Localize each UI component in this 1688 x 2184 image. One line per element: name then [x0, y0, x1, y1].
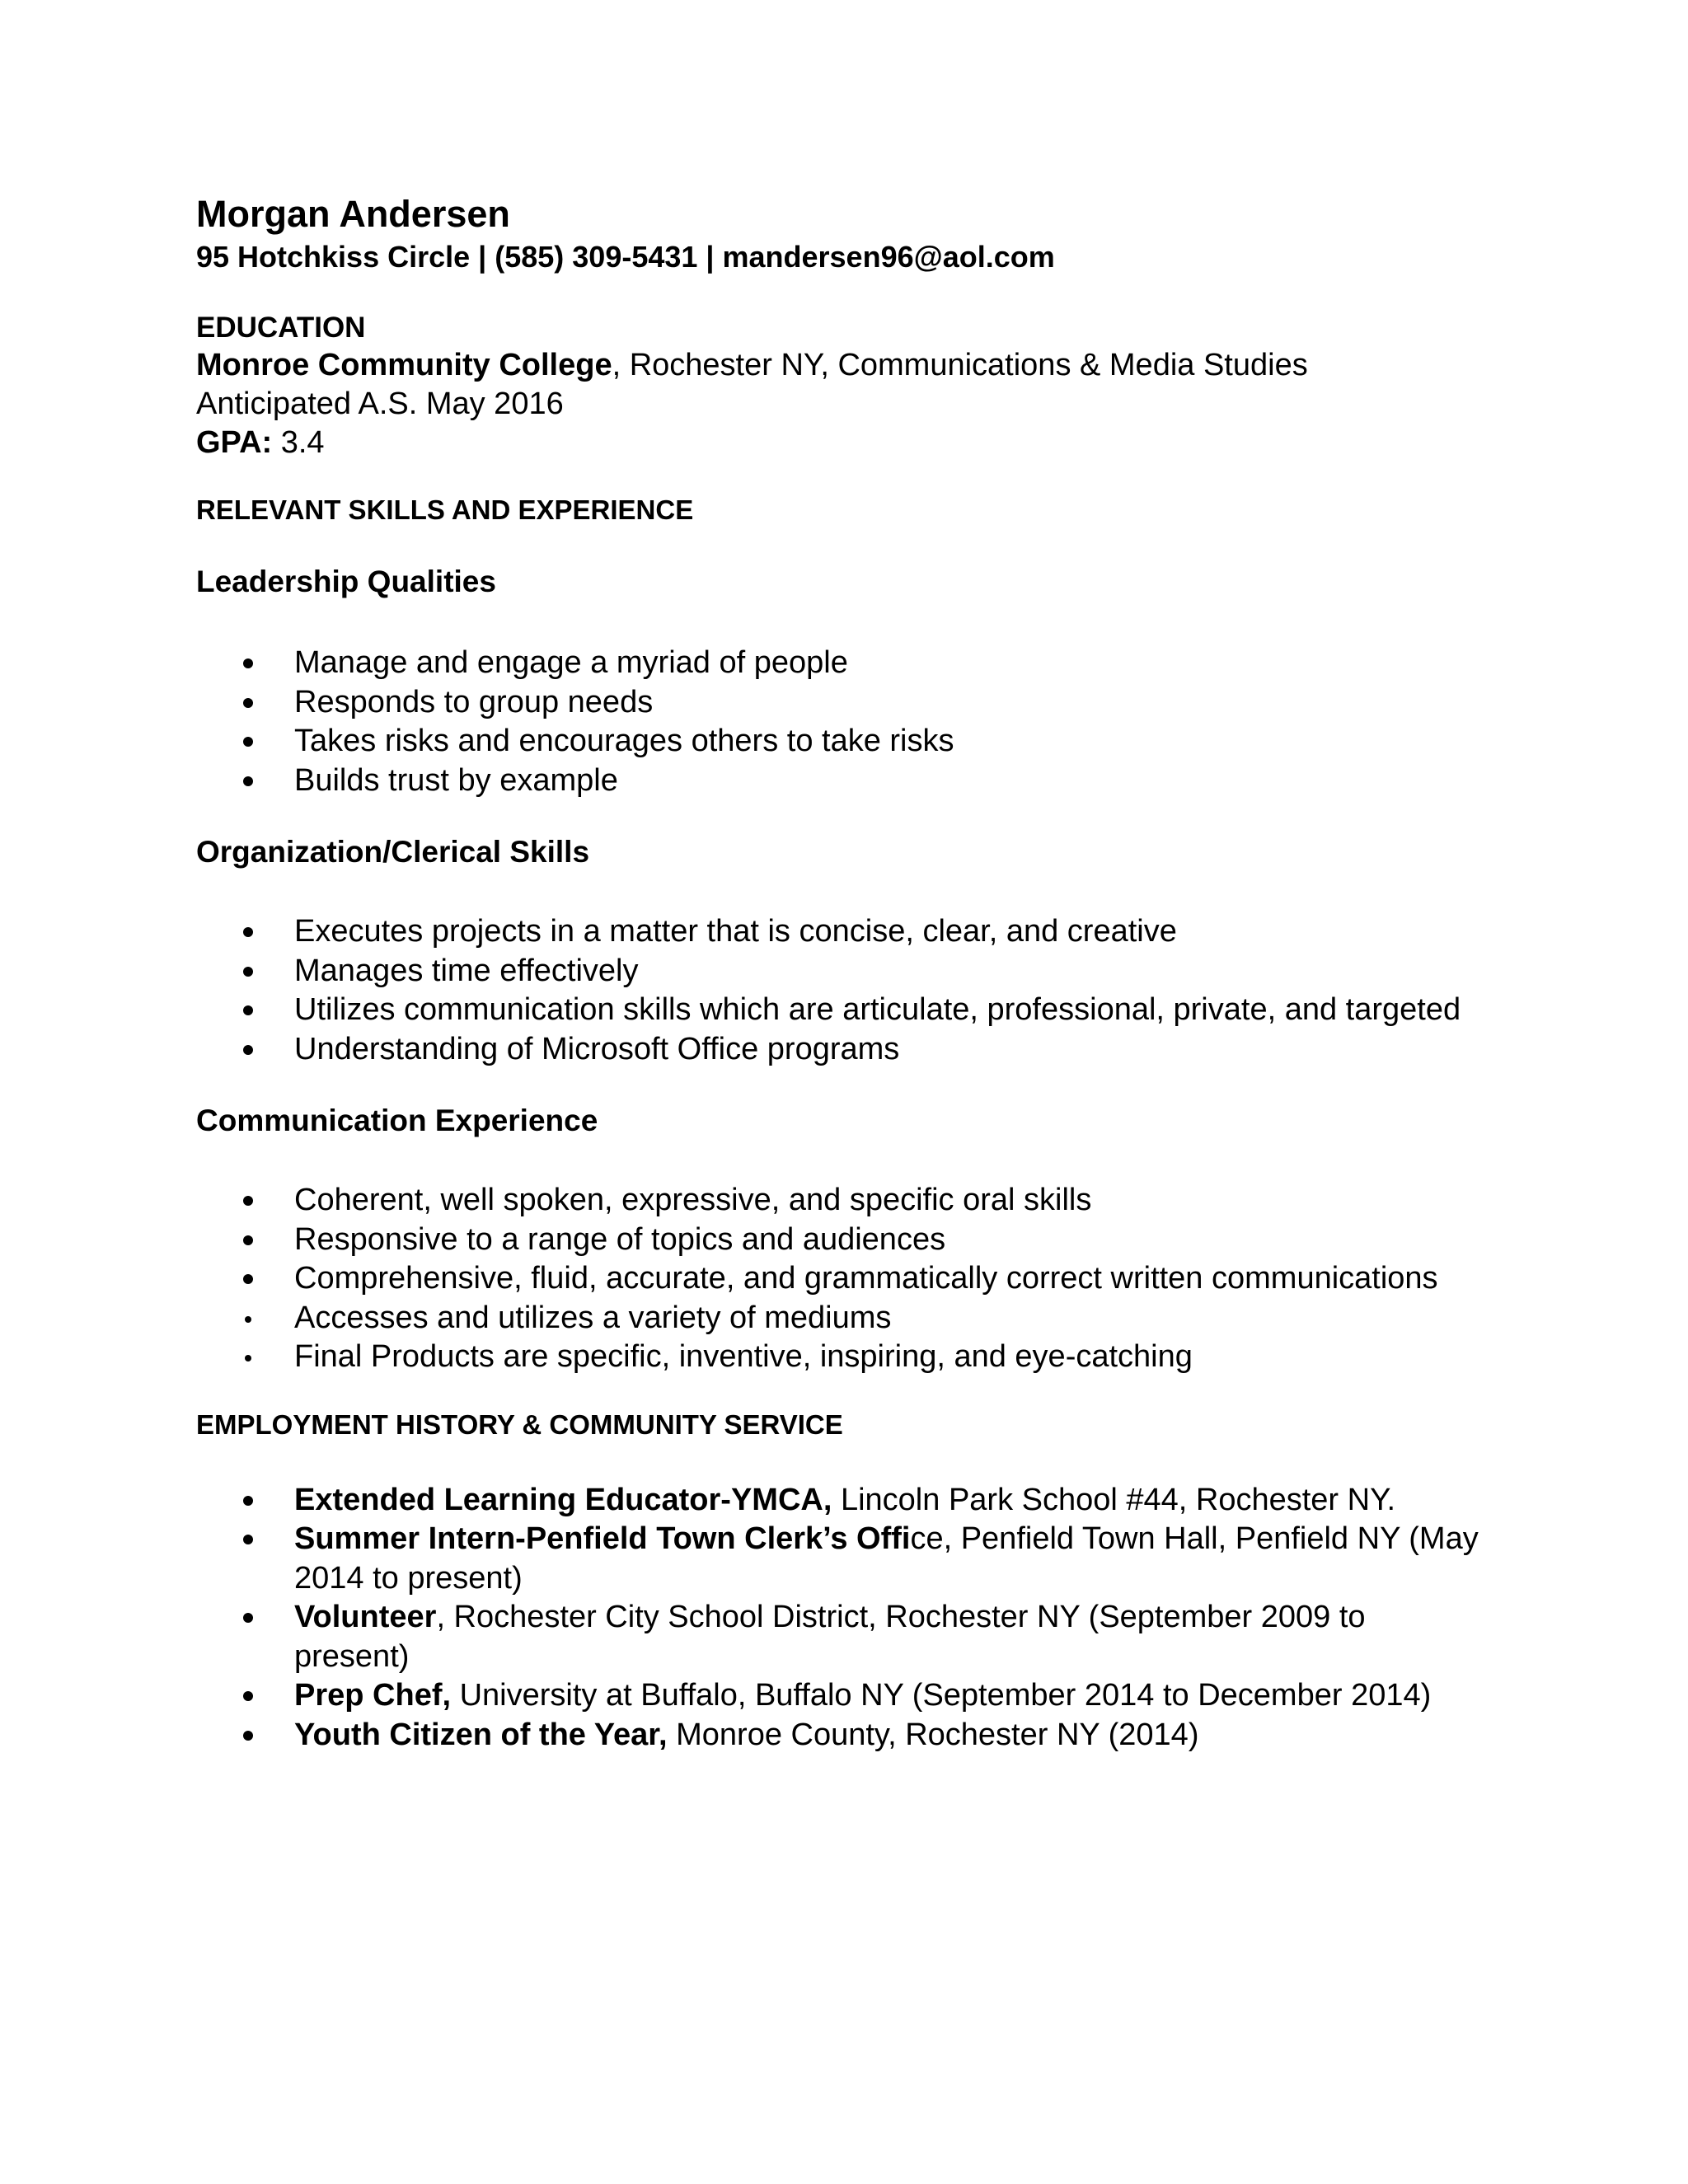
- communication-heading: Communication Experience: [196, 1104, 598, 1137]
- bullet-icon: [243, 658, 253, 668]
- list-item: Prep Chef, University at Buffalo, Buffalo NY (September 2014 to December 2014): [196, 1676, 1482, 1716]
- list-item: Comprehensive, fluid, accurate, and grammatically correct written communications: [196, 1259, 1482, 1299]
- list-item: Manage and engage a myriad of people: [196, 644, 1482, 683]
- list-item: Responds to group needs: [196, 683, 1482, 723]
- skills-heading: RELEVANT SKILLS AND EXPERIENCE: [196, 494, 694, 525]
- communication-list: [196, 1181, 1482, 1377]
- contact-line: 95 Hotchkiss Circle | (585) 309-5431 | mandersen96@aol.com: [196, 240, 1055, 274]
- education-heading: EDUCATION: [196, 312, 366, 344]
- organization-heading: Organization/Clerical Skills: [196, 835, 590, 869]
- employment-list: [196, 1481, 1482, 1755]
- list-item: Manages time effectively: [196, 952, 1482, 991]
- leadership-list: [196, 644, 1482, 800]
- bullet-icon: [243, 1691, 253, 1701]
- bullet-icon: [243, 698, 253, 708]
- resume-page: [196, 191, 1482, 1755]
- bullet-icon: [245, 1355, 251, 1361]
- bullet-icon: [245, 1316, 251, 1323]
- list-item: Utilizes communication skills which are articulate, professional, private, and targeted: [196, 991, 1482, 1030]
- bullet-icon: [243, 1731, 253, 1741]
- school-details: , Rochester NY, Communications & Media Studies: [612, 348, 1308, 382]
- bullet-icon: [243, 737, 253, 747]
- bullet-icon: [243, 1235, 253, 1245]
- list-item: Executes projects in a matter that is concise, clear, and creative: [196, 912, 1482, 952]
- list-item: Responsive to a range of topics and audiences: [196, 1221, 1482, 1260]
- list-item: Summer Intern-Penfield Town Clerk’s Office, Penfield Town Hall, Penfield NY (May 2014 to present): [196, 1520, 1482, 1598]
- list-item: Accesses and utilizes a variety of mediums: [196, 1299, 1482, 1338]
- bullet-icon: [243, 1196, 253, 1206]
- resume-name: Morgan Andersen: [196, 193, 510, 235]
- bullet-icon: [243, 776, 253, 786]
- bullet-icon: [243, 1496, 253, 1506]
- education-degree: Anticipated A.S. May 2016: [196, 387, 564, 421]
- bullet-icon: [243, 1274, 253, 1284]
- list-item: Youth Citizen of the Year, Monroe County, Rochester NY (2014): [196, 1716, 1482, 1755]
- education-gpa-line: [196, 424, 1482, 462]
- bullet-icon: [243, 1045, 253, 1055]
- employment-heading: EMPLOYMENT HISTORY & COMMUNITY SERVICE: [196, 1408, 843, 1440]
- organization-list: [196, 912, 1482, 1069]
- bullet-icon: [243, 1535, 253, 1544]
- gpa-label: GPA:: [196, 425, 273, 460]
- leadership-heading: Leadership Qualities: [196, 565, 496, 598]
- list-item: Volunteer, Rochester City School District, Rochester NY (September 2009 to present): [196, 1598, 1482, 1676]
- bullet-icon: [243, 927, 253, 937]
- list-item: Takes risks and encourages others to take risks: [196, 722, 1482, 762]
- list-item: Understanding of Microsoft Office programs: [196, 1030, 1482, 1070]
- list-item: Builds trust by example: [196, 762, 1482, 801]
- list-item: Final Products are specific, inventive, inspiring, and eye-catching: [196, 1338, 1482, 1377]
- school-name: Monroe Community College: [196, 348, 612, 382]
- bullet-icon: [243, 1005, 253, 1015]
- gpa-value: 3.4: [272, 425, 325, 460]
- list-item: Coherent, well spoken, expressive, and specific oral skills: [196, 1181, 1482, 1221]
- list-item: Extended Learning Educator-YMCA, Lincoln Park School #44, Rochester NY.: [196, 1481, 1482, 1521]
- bullet-icon: [243, 1613, 253, 1623]
- bullet-icon: [243, 967, 253, 977]
- education-school-line: [196, 346, 1482, 385]
